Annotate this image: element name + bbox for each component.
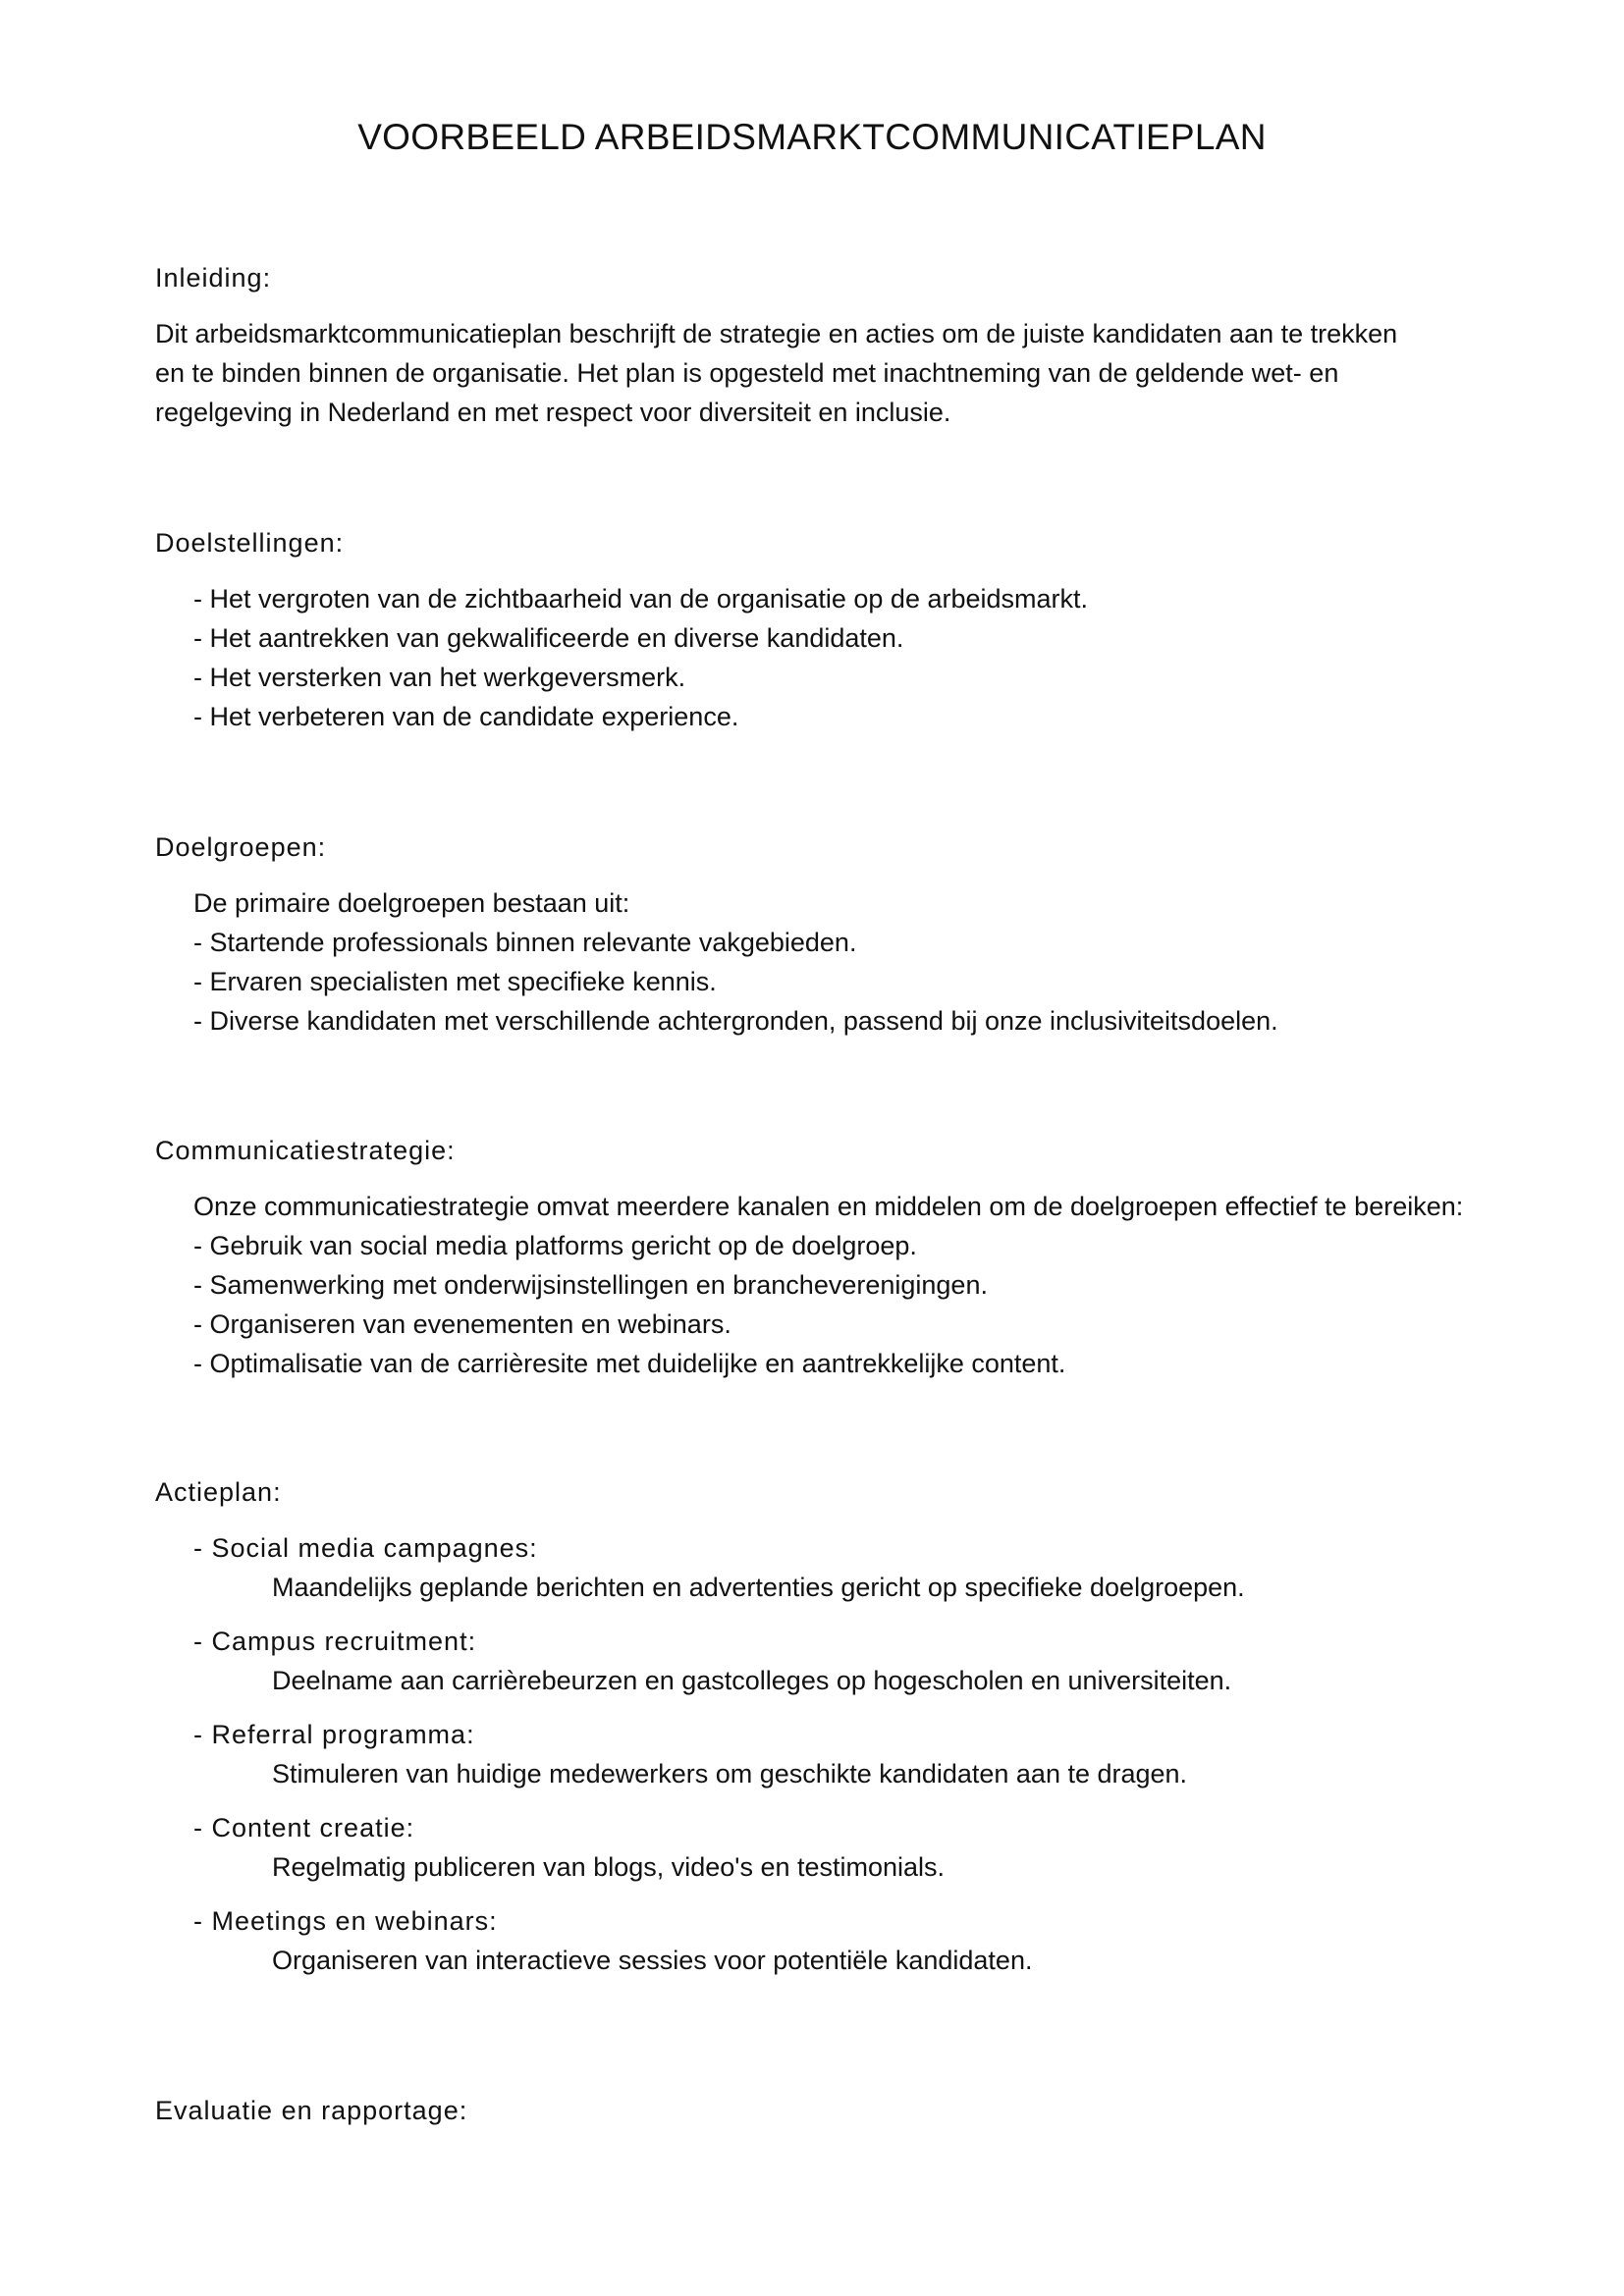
list-item: - Het aantrekken van gekwalificeerde en diverse kandidaten. (193, 623, 904, 653)
action-desc-campus-recruitment: Deelname aan carrièrebeurzen en gastcolleges op hogescholen en universiteiten. (272, 1666, 1232, 1695)
list-item: De primaire doelgroepen bestaan uit: (193, 888, 630, 918)
list-item: - Ervaren specialisten met specifieke kennis. (193, 967, 717, 996)
section-heading-actieplan: Actieplan: (155, 1477, 282, 1507)
action-desc-content-creatie: Regelmatig publiceren van blogs, video's en testimonials. (272, 1852, 946, 1882)
document-title: VOORBEELD ARBEIDSMARKTCOMMUNICATIEPLAN (357, 117, 1267, 157)
paragraph-line: en te binden binnen de organisatie. Het plan is opgesteld met inachtneming van de geldende wet- en (155, 358, 1339, 388)
section-heading-inleiding: Inleiding: (155, 263, 272, 293)
section-heading-communicatiestrategie: Communicatiestrategie: (155, 1136, 456, 1165)
action-title-meetings-webinars: - Meetings en webinars: (193, 1906, 498, 1936)
action-title-referral: - Referral programma: (193, 1720, 475, 1749)
action-desc-social-media: Maandelijks geplande berichten en advertenties gericht op specifieke doelgroepen. (272, 1573, 1245, 1602)
section-heading-doelstellingen: Doelstellingen: (155, 528, 345, 558)
list-item: - Startende professionals binnen relevante vakgebieden. (193, 928, 857, 957)
action-title-content-creatie: - Content creatie: (193, 1813, 415, 1842)
communicatiestrategie-list (193, 1187, 1463, 1383)
section-heading-doelgroepen: Doelgroepen: (155, 832, 327, 862)
section-heading-evaluatie: Evaluatie en rapportage: (155, 2096, 468, 2125)
list-item: - Samenwerking met onderwijsinstellingen en brancheverenigingen. (193, 1270, 988, 1300)
doelstellingen-list (193, 579, 1088, 736)
action-title-campus-recruitment: - Campus recruitment: (193, 1627, 477, 1656)
list-item: - Het verbeteren van de candidate experience. (193, 702, 739, 731)
list-item: Onze communicatiestrategie omvat meerdere kanalen en middelen om de doelgroepen effectief te bereiken: (193, 1192, 1464, 1221)
list-item: - Gebruik van social media platforms gericht op de doelgroep. (193, 1231, 917, 1260)
paragraph-line: regelgeving in Nederland en met respect voor diversiteit en inclusie. (155, 398, 951, 427)
action-title-social-media: - Social media campagnes: (193, 1533, 538, 1563)
list-item: - Organiseren van evenementen en webinars. (193, 1309, 731, 1339)
action-desc-meetings-webinars: Organiseren van interactieve sessies voor potentiële kandidaten. (272, 1946, 1033, 1975)
inleiding-paragraph (155, 314, 1530, 432)
list-item: - Het vergroten van de zichtbaarheid van de organisatie op de arbeidsmarkt. (193, 584, 1089, 614)
list-item: - Optimalisatie van de carrièresite met duidelijke en aantrekkelijke content. (193, 1349, 1066, 1378)
doelgroepen-list (193, 883, 1278, 1041)
paragraph-line: Dit arbeidsmarktcommunicatieplan beschrijft de strategie en acties om de juiste kandidaten aan te trekken (155, 319, 1398, 348)
list-item: - Het versterken van het werkgeversmerk. (193, 663, 686, 692)
list-item: - Diverse kandidaten met verschillende achtergronden, passend bij onze inclusiviteitsdoelen. (193, 1006, 1278, 1036)
action-desc-referral: Stimuleren van huidige medewerkers om geschikte kandidaten aan te dragen. (272, 1759, 1188, 1789)
